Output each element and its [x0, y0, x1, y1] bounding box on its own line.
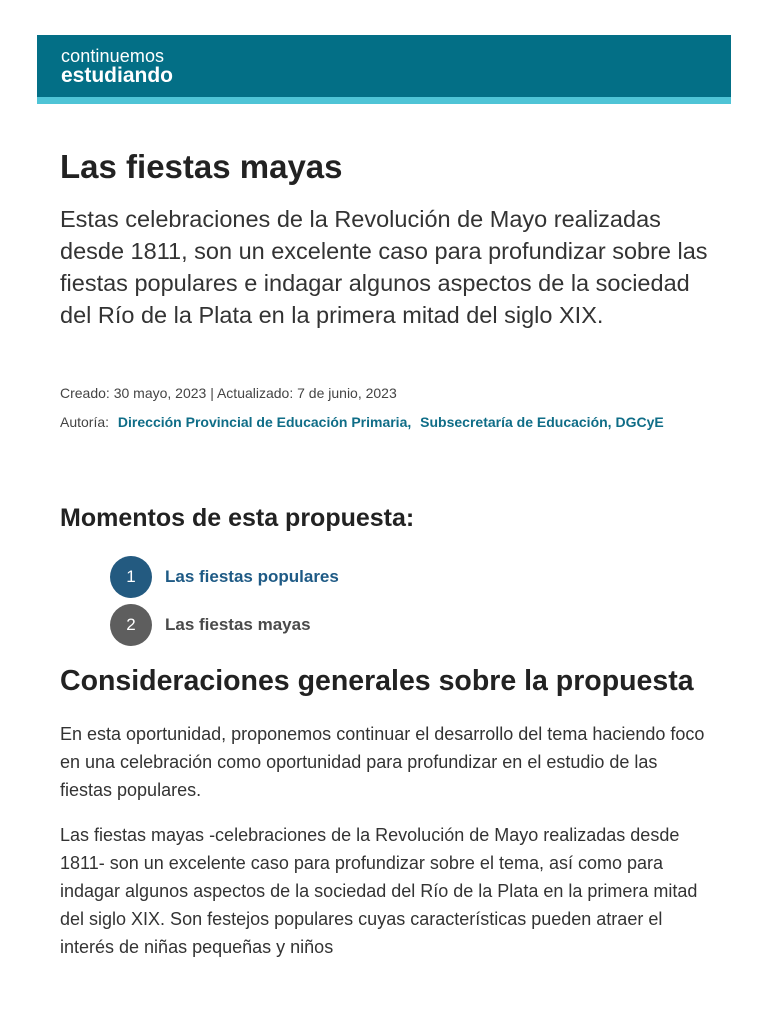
publication-dates: Creado: 30 mayo, 2023 | Actualizado: 7 de junio, 2023 — [60, 385, 397, 401]
author-link-primaria[interactable]: Dirección Provincial de Educación Primaria, — [117, 414, 412, 430]
authorship — [60, 414, 664, 430]
lead-paragraph: Estas celebraciones de la Revolución de Mayo realizadas desde 1811, son un excelente caso para profundizar sobre las fiestas populares e indagar algunos aspectos de la sociedad del Río de la Plata en la primera mitad del siglo XIX. — [60, 206, 708, 328]
authorship-label: Autoría: — [60, 414, 110, 430]
moment-step-2 — [110, 604, 311, 646]
step-number-badge: 1 — [110, 556, 152, 598]
body-paragraph-1: En esta oportunidad, proponemos continuar el desarrollo del tema haciendo foco en una celebración como oportunidad para profundizar en el estudio de las fiestas populares. — [60, 724, 705, 800]
step-current-label: Las fiestas mayas — [165, 615, 311, 634]
logo-text-top: continuemos — [61, 46, 165, 66]
moments-heading: Momentos de esta propuesta: — [60, 504, 415, 532]
body-paragraph-2: Las fiestas mayas -celebraciones de la Revolución de Mayo realizadas desde 1811- son un excelente caso para profundizar sobre el tema, así como para indagar algunos aspectos de la sociedad del Río de la Plata en la primera mitad del siglo XIX. Son festejos populares cuyas características pueden atraer el interés de niñas pequeñas y niños — [60, 825, 698, 957]
author-link-subsecretaria[interactable]: Subsecretaría de Educación, DGCyE — [420, 414, 664, 430]
page-title: Las fiestas mayas — [60, 148, 343, 185]
site-header — [37, 35, 731, 104]
logo-text-bottom: estudiando — [61, 64, 174, 87]
site-logo-link[interactable] — [61, 47, 173, 86]
moment-step-1[interactable] — [110, 556, 339, 598]
step-number-badge: 2 — [110, 604, 152, 646]
considerations-heading: Consideraciones generales sobre la propuesta — [60, 665, 694, 697]
step-link-label[interactable]: Las fiestas populares — [165, 567, 339, 586]
